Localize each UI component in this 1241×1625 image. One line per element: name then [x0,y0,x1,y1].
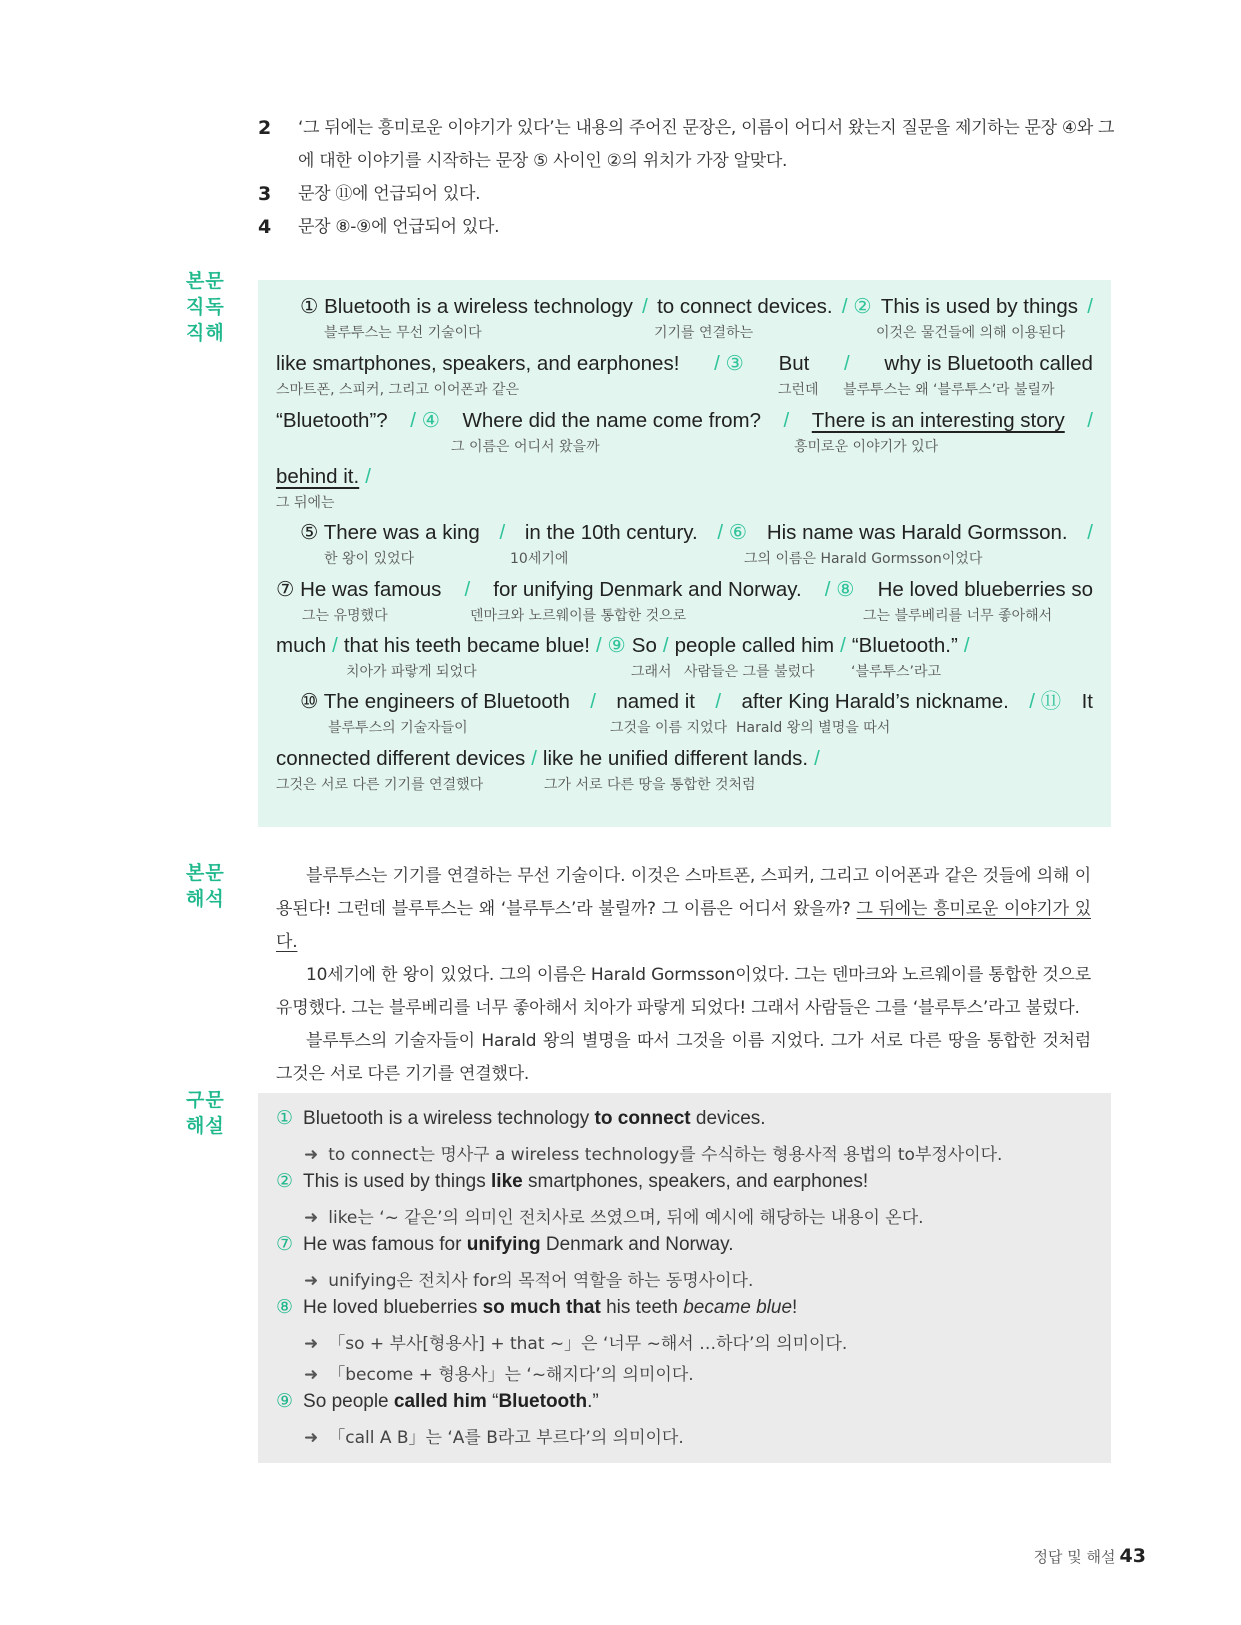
answer-number: 4 [258,216,271,238]
arrow-icon: ➜ [304,1365,319,1385]
translation-text [276,860,1091,1091]
label-reading: 본문 직독 직해 [186,270,225,344]
reading-line-6: ⑦ He was famous / for unifying Denmark and Norway. / ⑧ He loved blueberries so 그는 유명했다 덴마크와 노르웨이를 통합한 것으로 그는 블루베리를 너무 좋아해서 [276,578,1093,624]
arrow-icon: ➜ [304,1334,319,1354]
reading-line-8: ⑩ The engineers of Bluetooth / named it / after King Harald’s nickname. / ⑪ It 블루투스의 기술자들이 그것을 이름 지었다 Harald 왕의 별명을 따서 [300,690,1093,736]
syntax-sentence: ① Bluetooth is a wireless technology to connect devices. [276,1108,766,1129]
answer-text: 문장 ⑧-⑨에 언급되어 있다. [298,217,500,237]
label-syntax: 구문 해설 [186,1089,225,1137]
answer-text: 문장 ⑪에 언급되어 있다. [298,184,481,204]
answer-number: 2 [258,117,271,139]
reading-line-7: much / that his teeth became blue! / ⑨ So / people called him / “Bluetooth.” / 치아가 파랗게 되었다 그래서 사람들은 그를 불렀다 ‘블루투스’라고 [276,634,970,680]
arrow-icon: ➜ [304,1208,319,1228]
answer-2 [258,112,1118,178]
syntax-note: ➜ 「so + 부사[형용사] + that ~」은 ‘너무 ~해서 …하다’의 의미이다. [304,1334,848,1354]
answer-text: 에 대한 이야기를 시작하는 문장 ⑤ 사이인 ②의 위치가 가장 알맞다. [298,151,788,171]
direct-reading-box [258,280,1111,827]
reading-line-2: like smartphones, speakers, and earphones! / ③ But / why is Bluetooth called 스마트폰, 스피커, 그리고 이어폰과 같은 그런데 블루투스는 왜 ‘블루투스’라 불릴까 [276,352,1093,398]
answer-4 [258,211,1118,244]
footer-label: 정답 및 해설 [1033,1548,1116,1566]
syntax-sentence: ② This is used by things like smartphones, speakers, and earphones! [276,1171,869,1192]
answer-list [258,112,1118,244]
reading-line-4: behind it. / 그 뒤에는 [276,465,371,511]
answer-number: 3 [258,183,271,205]
arrow-icon: ➜ [304,1145,319,1165]
label-translation: 본문 해석 [186,862,225,910]
underlined-sentence: 그 뒤에는 흥미로운 이야기가 있다. [276,899,1091,952]
reading-line-9: connected different devices / like he unified different lands. / 그것은 서로 다른 기기를 연결했다 그가 서로 다른 땅을 통합한 것처럼 [276,747,820,793]
page-footer [1034,1545,1146,1567]
syntax-box [258,1093,1111,1463]
syntax-sentence: ⑧ He loved blueberries so much that his teeth became blue! [276,1297,798,1318]
reading-line-5: ⑤ There was a king / in the 10th century. / ⑥ His name was Harald Gormsson. / 한 왕이 있었다 10세기에 그의 이름은 Harald Gormsson이었다 [300,521,1093,567]
reading-line-1: ① Bluetooth is a wireless technology / to connect devices. / ② This is used by things / 블루투스는 무선 기술이다 기기를 연결하는 이것은 물건들에 의해 이용된다 [300,295,1093,341]
syntax-note: ➜ unifying은 전치사 for의 목적어 역할을 하는 동명사이다. [304,1271,754,1291]
syntax-note: ➜ like는 ‘~ 같은’의 의미인 전치사로 쓰였으며, 뒤에 예시에 해당하는 내용이 온다. [304,1208,924,1228]
translation-paragraph: 10세기에 한 왕이 있었다. 그의 이름은 Harald Gormsson이었다. 그는 덴마크와 노르웨이를 통합한 것으로 유명했다. 그는 블루베리를 너무 좋아해서 치아가 파랗게 되었다! 그래서 사람들은 그를 ‘블루투스’라고 불렀다. [276,965,1091,1018]
syntax-note: ➜ to connect는 명사구 a wireless technology를 수식하는 형용사적 용법의 to부정사이다. [304,1145,1003,1165]
syntax-note: ➜ 「become + 형용사」는 ‘~해지다’의 의미이다. [304,1365,694,1385]
syntax-note: ➜ 「call A B」는 ‘A를 B라고 부르다’의 의미이다. [304,1428,684,1448]
arrow-icon: ➜ [304,1271,319,1291]
syntax-sentence: ⑦ He was famous for unifying Denmark and Norway. [276,1234,734,1255]
arrow-icon: ➜ [304,1428,319,1448]
syntax-sentence: ⑨ So people called him “Bluetooth.” [276,1391,599,1412]
reading-line-3: “Bluetooth”? / ④ Where did the name come from? / There is an interesting story / 그 이름은 어디서 왔을까 흥미로운 이야기가 있다 [276,409,1093,455]
page-number: 43 [1119,1545,1146,1567]
answer-3 [258,178,1118,211]
translation-paragraph: 블루투스의 기술자들이 Harald 왕의 별명을 따서 그것을 이름 지었다. 그가 서로 다른 땅을 통합한 것처럼 그것은 서로 다른 기기를 연결했다. [276,1031,1091,1084]
translation-paragraph: 블루투스는 기기를 연결하는 무선 기술이다. 이것은 스마트폰, 스피커, 그리고 이어폰과 같은 것들에 의해 이용된다! 그런데 블루투스는 왜 ‘블루투스’라 불릴까? 그 이름은 어디서 왔을까? 그 뒤에는 흥미로운 이야기가 있다. [276,866,1091,952]
answer-text: ‘그 뒤에는 흥미로운 이야기가 있다’는 내용의 주어진 문장은, 이름이 어디서 왔는지 질문을 제기하는 문장 ④와 그 [298,118,1115,138]
